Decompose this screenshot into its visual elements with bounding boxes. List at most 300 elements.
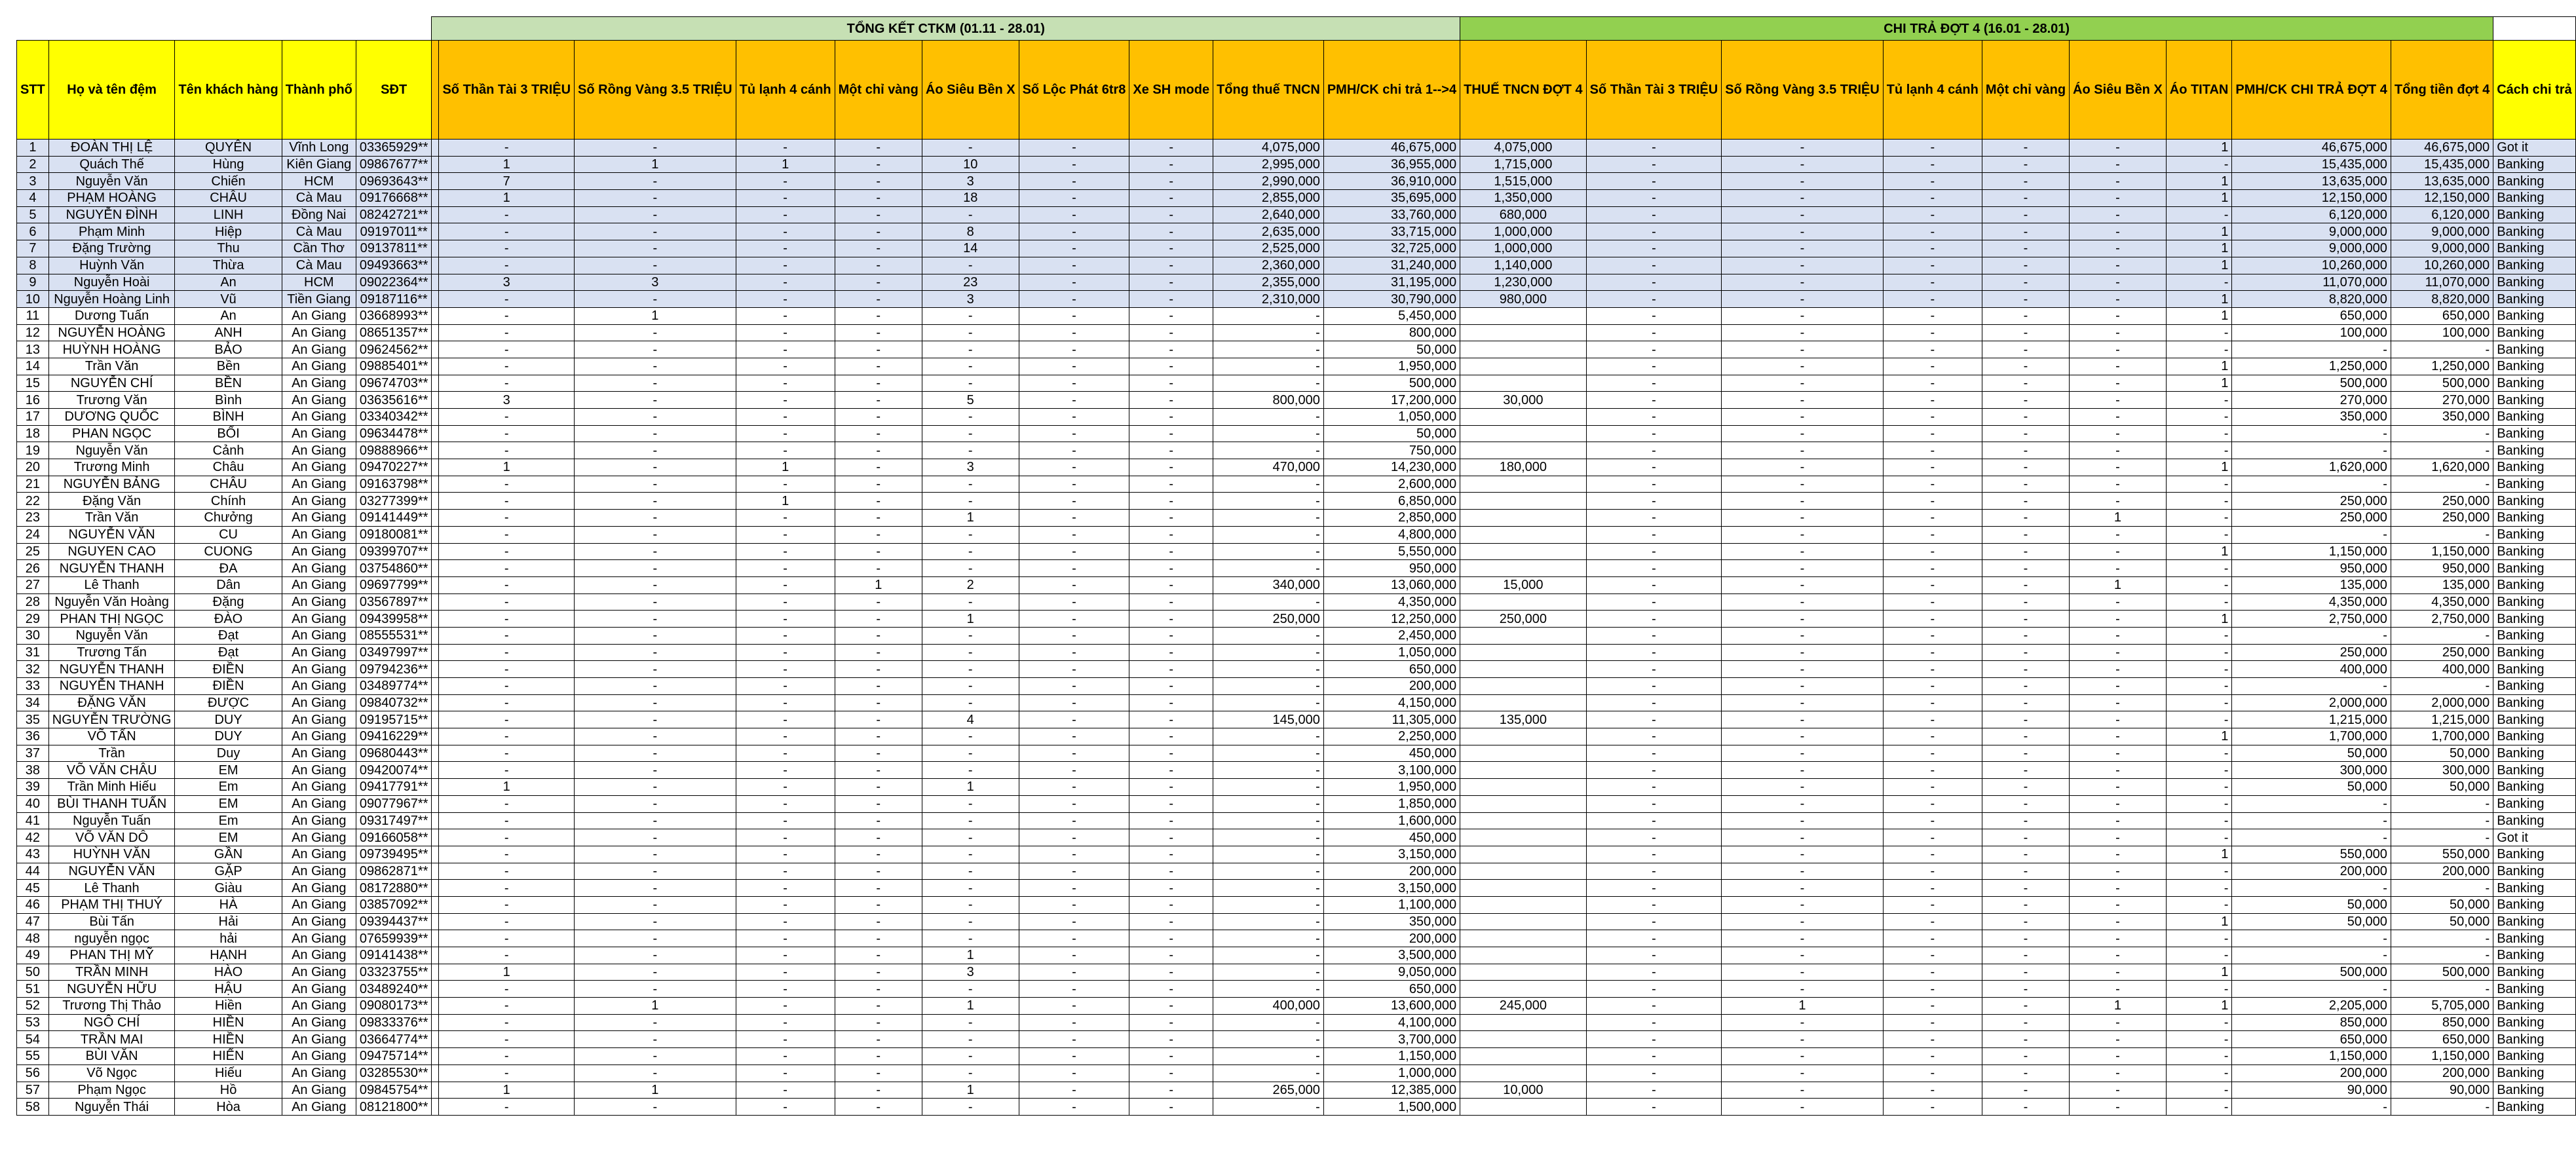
cell-fridge-r4: - [1883,846,1982,863]
cell-gold: - [835,257,922,274]
cell-total-round4: 1,215,000 [2391,711,2493,728]
cell-total-round4: 50,000 [2391,913,2493,930]
cell-customer-name: HẠNH [175,947,282,964]
cell-customer-name: Hiền [175,998,282,1015]
col-header-stt: STT [17,41,49,140]
cell-phone: 09739495** [356,846,432,863]
table-row [17,526,2576,543]
cell-middle-name: Nguyễn Văn Hoàng [48,593,175,611]
cell-phone: 09693643** [356,173,432,190]
cell-payment-method: Banking [2493,1082,2575,1099]
cell-total-tax: 2,855,000 [1213,190,1324,207]
cell-ao-titan: - [2166,644,2232,661]
cell-customer-name: An [175,307,282,324]
cell-ao-sieu-ben: 1 [922,998,1019,1015]
cell-customer-name: EM [175,762,282,779]
cell-than-tai-r4: - [1586,913,1722,930]
cell-gold: - [835,307,922,324]
cell-gold: - [835,173,922,190]
cell-rong-vang-r4: - [1722,593,1884,611]
cell-loc-phat: - [1019,661,1129,678]
cell-payment-method: Banking [2493,291,2575,308]
cell-stt: 55 [17,1048,49,1065]
cell-pmh-total: 5,550,000 [1323,543,1460,560]
cell-fridge: - [736,526,835,543]
cell-pmh-round4: 300,000 [2232,762,2391,779]
cell-city: An Giang [282,678,356,695]
cell-rong-vang-r4: - [1722,307,1884,324]
cell-pmh-total: 32,725,000 [1323,240,1460,257]
table-row [17,459,2576,476]
cell-ao-sieu-ben: - [922,341,1019,358]
cell-total-round4: 6,120,000 [2391,206,2493,223]
cell-than-tai-r4: - [1586,493,1722,510]
cell-xe-sh: - [1129,1099,1213,1116]
cell-total-tax: - [1213,510,1324,527]
cell-total-round4: 650,000 [2391,1031,2493,1048]
cell-pmh-round4: 250,000 [2232,493,2391,510]
cell-fridge: - [736,341,835,358]
cell-fridge: - [736,880,835,897]
cell-tax-round4 [1460,661,1587,678]
cell-city: An Giang [282,392,356,409]
spacer-cell [432,728,439,745]
cell-gold-r4: - [1982,1014,2069,1031]
cell-total-round4: 350,000 [2391,409,2493,426]
cell-fridge: - [736,1099,835,1116]
cell-rong-vang: - [575,206,736,223]
cell-stt: 53 [17,1014,49,1031]
cell-total-tax: - [1213,543,1324,560]
cell-middle-name: Bùi Tấn [48,913,175,930]
cell-than-tai: - [439,425,575,442]
cell-stt: 24 [17,526,49,543]
cell-middle-name: PHAN THỊ NGỌC [48,611,175,628]
cell-stt: 11 [17,307,49,324]
cell-xe-sh: - [1129,812,1213,829]
cell-ao-sieu-ben-r4: - [2070,240,2167,257]
cell-gold: - [835,930,922,947]
cell-fridge: - [736,442,835,459]
cell-than-tai: - [439,762,575,779]
cell-rong-vang: - [575,745,736,762]
cell-city: An Giang [282,1064,356,1082]
cell-ao-sieu-ben-r4: 1 [2070,576,2167,593]
cell-fridge: - [736,998,835,1015]
spacer-cell [432,510,439,527]
cell-city: An Giang [282,476,356,493]
cell-rong-vang-r4: - [1722,1048,1884,1065]
cell-ao-sieu-ben-r4: - [2070,173,2167,190]
cell-city: Cà Mau [282,257,356,274]
cell-phone: 03489240** [356,981,432,998]
cell-stt: 12 [17,324,49,341]
cell-gold-r4: - [1982,307,2069,324]
spacer-cell [432,644,439,661]
cell-phone: 09867677** [356,156,432,173]
cell-phone: 03340342** [356,409,432,426]
cell-fridge-r4: - [1883,140,1982,157]
cell-pmh-round4: 850,000 [2232,1014,2391,1031]
cell-pmh-total: 17,200,000 [1323,392,1460,409]
table-row [17,341,2576,358]
cell-gold: - [835,846,922,863]
cell-gold-r4: - [1982,576,2069,593]
spacer-cell [432,678,439,695]
cell-ao-titan: - [2166,880,2232,897]
col-header-than-tai-r4: Số Thần Tài 3 TRIỆU [1586,41,1722,140]
cell-tax-round4 [1460,930,1587,947]
cell-ao-sieu-ben: 10 [922,156,1019,173]
cell-city: Cà Mau [282,190,356,207]
cell-ao-titan: 1 [2166,375,2232,392]
cell-ao-sieu-ben-r4: - [2070,1014,2167,1031]
cell-loc-phat: - [1019,930,1129,947]
cell-rong-vang-r4: - [1722,358,1884,375]
cell-total-round4: 10,260,000 [2391,257,2493,274]
cell-rong-vang-r4: - [1722,1082,1884,1099]
cell-rong-vang: - [575,812,736,829]
cell-pmh-round4: 500,000 [2232,375,2391,392]
cell-rong-vang-r4: - [1722,409,1884,426]
cell-total-round4: 200,000 [2391,863,2493,880]
cell-city: An Giang [282,964,356,981]
cell-fridge: - [736,812,835,829]
cell-than-tai-r4: - [1586,678,1722,695]
cell-middle-name: PHẠM HOÀNG [48,190,175,207]
cell-stt: 58 [17,1099,49,1116]
cell-pmh-total: 450,000 [1323,745,1460,762]
cell-xe-sh: - [1129,156,1213,173]
cell-than-tai: 3 [439,392,575,409]
cell-pmh-total: 31,240,000 [1323,257,1460,274]
cell-stt: 26 [17,560,49,577]
cell-pmh-total: 46,675,000 [1323,140,1460,157]
table-row [17,762,2576,779]
cell-middle-name: ĐOÀN THỊ LỆ [48,140,175,157]
cell-fridge-r4: - [1883,576,1982,593]
cell-gold-r4: - [1982,291,2069,308]
cell-rong-vang: - [575,930,736,947]
cell-xe-sh: - [1129,1014,1213,1031]
cell-phone: 09888966** [356,442,432,459]
spacer-cell [432,425,439,442]
cell-than-tai: 1 [439,1082,575,1099]
cell-than-tai: - [439,375,575,392]
table-row [17,291,2576,308]
cell-city: An Giang [282,560,356,577]
cell-phone: 03489774** [356,678,432,695]
cell-stt: 15 [17,375,49,392]
cell-fridge-r4: - [1883,493,1982,510]
cell-rong-vang-r4: - [1722,543,1884,560]
cell-payment-method: Banking [2493,526,2575,543]
cell-phone: 09845754** [356,1082,432,1099]
cell-ao-sieu-ben-r4: - [2070,1064,2167,1082]
cell-total-tax: - [1213,560,1324,577]
cell-gold-r4: - [1982,711,2069,728]
cell-than-tai: - [439,896,575,913]
cell-fridge-r4: - [1883,1064,1982,1082]
cell-middle-name: HUỲNH VĂN [48,846,175,863]
cell-middle-name: Trần Minh Hiếu [48,779,175,796]
cell-tax-round4 [1460,593,1587,611]
cell-ao-titan: - [2166,711,2232,728]
cell-stt: 22 [17,493,49,510]
table-row [17,829,2576,846]
cell-ao-sieu-ben-r4: - [2070,526,2167,543]
cell-phone: 03857092** [356,896,432,913]
cell-rong-vang-r4: - [1722,324,1884,341]
cell-customer-name: HIỀN [175,1014,282,1031]
cell-total-round4: 100,000 [2391,324,2493,341]
cell-phone: 09195715** [356,711,432,728]
cell-stt: 43 [17,846,49,863]
cell-total-tax: 800,000 [1213,392,1324,409]
cell-than-tai-r4: - [1586,1048,1722,1065]
cell-pmh-total: 1,950,000 [1323,779,1460,796]
cell-middle-name: NGUYỄN ĐÌNH [48,206,175,223]
cell-loc-phat: - [1019,324,1129,341]
cell-gold: - [835,728,922,745]
cell-gold-r4: - [1982,611,2069,628]
cell-fridge: - [736,560,835,577]
cell-than-tai: - [439,611,575,628]
cell-middle-name: Lê Thanh [48,880,175,897]
cell-loc-phat: - [1019,409,1129,426]
cell-ao-sieu-ben: 14 [922,240,1019,257]
cell-ao-sieu-ben-r4: - [2070,1099,2167,1116]
cell-than-tai: - [439,476,575,493]
cell-tax-round4 [1460,510,1587,527]
table-row [17,476,2576,493]
cell-total-tax: - [1213,409,1324,426]
col-header-ao-sieu-ben: Áo Siêu Bền X [922,41,1019,140]
cell-rong-vang: - [575,1048,736,1065]
cell-tax-round4 [1460,324,1587,341]
cell-ao-sieu-ben: 3 [922,964,1019,981]
cell-pmh-round4: 500,000 [2232,964,2391,981]
cell-rong-vang-r4: - [1722,863,1884,880]
cell-gold: - [835,140,922,157]
cell-gold: - [835,947,922,964]
cell-total-tax: - [1213,493,1324,510]
cell-gold-r4: - [1982,661,2069,678]
cell-total-tax: 340,000 [1213,576,1324,593]
cell-than-tai: - [439,644,575,661]
cell-customer-name: GẦN [175,846,282,863]
cell-than-tai: - [439,1014,575,1031]
cell-fridge-r4: - [1883,930,1982,947]
cell-total-tax: - [1213,913,1324,930]
cell-rong-vang: - [575,543,736,560]
cell-city: Cần Thơ [282,240,356,257]
table-row [17,795,2576,812]
cell-total-tax: 145,000 [1213,711,1324,728]
cell-rong-vang: 1 [575,156,736,173]
cell-fridge: - [736,307,835,324]
cell-rong-vang: - [575,863,736,880]
cell-than-tai: - [439,694,575,711]
cell-rong-vang-r4: - [1722,510,1884,527]
cell-total-round4: 200,000 [2391,1064,2493,1082]
cell-xe-sh: - [1129,711,1213,728]
cell-ao-titan: - [2166,576,2232,593]
cell-customer-name: DUY [175,728,282,745]
cell-ao-sieu-ben-r4: - [2070,274,2167,291]
cell-pmh-round4: 100,000 [2232,324,2391,341]
group-header-summary: TỔNG KẾT CTKM (01.11 - 28.01) [432,17,1460,41]
cell-fridge: - [736,358,835,375]
cell-loc-phat: - [1019,526,1129,543]
cell-loc-phat: - [1019,1031,1129,1048]
cell-stt: 21 [17,476,49,493]
band-blank-cell [17,17,432,41]
cell-gold: - [835,459,922,476]
cell-rong-vang-r4: - [1722,947,1884,964]
cell-ao-titan: - [2166,1014,2232,1031]
cell-total-tax: - [1213,341,1324,358]
cell-fridge: - [736,190,835,207]
cell-tax-round4 [1460,896,1587,913]
cell-total-round4: 1,620,000 [2391,459,2493,476]
cell-fridge-r4: - [1883,644,1982,661]
cell-rong-vang-r4: - [1722,795,1884,812]
cell-ao-sieu-ben-r4: - [2070,812,2167,829]
cell-phone: 09317497** [356,812,432,829]
cell-gold: - [835,896,922,913]
cell-xe-sh: - [1129,1064,1213,1082]
spacer-cell [432,493,439,510]
cell-ao-sieu-ben-r4: - [2070,409,2167,426]
cell-city: An Giang [282,307,356,324]
table-row [17,930,2576,947]
cell-loc-phat: - [1019,728,1129,745]
cell-ao-sieu-ben: 1 [922,510,1019,527]
cell-fridge-r4: - [1883,442,1982,459]
cell-than-tai-r4: - [1586,341,1722,358]
cell-than-tai: - [439,543,575,560]
cell-gold-r4: - [1982,1031,2069,1048]
column-header-row [17,41,2576,140]
cell-tax-round4 [1460,442,1587,459]
cell-total-round4: 500,000 [2391,964,2493,981]
spacer-cell [432,392,439,409]
table-row [17,409,2576,426]
cell-ao-sieu-ben: - [922,526,1019,543]
cell-than-tai: - [439,981,575,998]
cell-ao-sieu-ben-r4: - [2070,543,2167,560]
cell-xe-sh: - [1129,140,1213,157]
cell-ao-sieu-ben: 5 [922,392,1019,409]
cell-rong-vang: - [575,846,736,863]
cell-payment-method: Banking [2493,510,2575,527]
cell-loc-phat: - [1019,829,1129,846]
table-row [17,611,2576,628]
cell-loc-phat: - [1019,880,1129,897]
cell-fridge: - [736,510,835,527]
cell-rong-vang: - [575,1064,736,1082]
table-row [17,1064,2576,1082]
cell-customer-name: HÀO [175,964,282,981]
cell-gold-r4: - [1982,1082,2069,1099]
cell-stt: 4 [17,190,49,207]
cell-pmh-round4: 46,675,000 [2232,140,2391,157]
cell-ao-sieu-ben-r4: - [2070,459,2167,476]
cell-gold-r4: - [1982,274,2069,291]
cell-fridge: - [736,375,835,392]
table-row [17,728,2576,745]
cell-than-tai-r4: - [1586,1031,1722,1048]
cell-customer-name: Hiệp [175,223,282,240]
cell-than-tai-r4: - [1586,1082,1722,1099]
cell-middle-name: PHẠM THỊ THUÝ [48,896,175,913]
table-row [17,425,2576,442]
cell-loc-phat: - [1019,593,1129,611]
cell-city: An Giang [282,863,356,880]
cell-customer-name: BỐI [175,425,282,442]
cell-fridge: - [736,240,835,257]
cell-payment-method: Banking [2493,644,2575,661]
cell-gold-r4: - [1982,863,2069,880]
cell-payment-method: Banking [2493,846,2575,863]
cell-ao-sieu-ben-r4: - [2070,1048,2167,1065]
cell-pmh-round4: 50,000 [2232,913,2391,930]
spacer-cell [432,829,439,846]
cell-ao-titan: 1 [2166,140,2232,157]
cell-ao-sieu-ben-r4: - [2070,1031,2167,1048]
cell-than-tai: - [439,409,575,426]
cell-fridge-r4: - [1883,880,1982,897]
cell-stt: 37 [17,745,49,762]
cell-gold-r4: - [1982,526,2069,543]
cell-pmh-total: 650,000 [1323,981,1460,998]
cell-pmh-total: 12,250,000 [1323,611,1460,628]
cell-customer-name: ĐIỀN [175,678,282,695]
cell-ao-sieu-ben: - [922,206,1019,223]
cell-total-round4: - [2391,981,2493,998]
cell-xe-sh: - [1129,863,1213,880]
cell-city: An Giang [282,358,356,375]
cell-ao-titan: 1 [2166,257,2232,274]
band-end-cell [2493,17,2575,41]
cell-ao-sieu-ben: 8 [922,223,1019,240]
cell-ao-titan: - [2166,678,2232,695]
cell-fridge-r4: - [1883,795,1982,812]
cell-pmh-round4: 1,215,000 [2232,711,2391,728]
spacer-cell [432,694,439,711]
cell-tax-round4: 980,000 [1460,291,1587,308]
cell-ao-titan: - [2166,863,2232,880]
cell-total-tax: - [1213,476,1324,493]
cell-loc-phat: - [1019,981,1129,998]
cell-tax-round4 [1460,409,1587,426]
cell-total-round4: 11,070,000 [2391,274,2493,291]
cell-pmh-round4: 2,205,000 [2232,998,2391,1015]
cell-xe-sh: - [1129,543,1213,560]
cell-total-round4: 135,000 [2391,576,2493,593]
cell-fridge-r4: - [1883,678,1982,695]
cell-customer-name: Hồ [175,1082,282,1099]
cell-city: An Giang [282,947,356,964]
cell-fridge-r4: - [1883,829,1982,846]
cell-rong-vang-r4: - [1722,375,1884,392]
spacer-cell [432,1048,439,1065]
cell-pmh-total: 33,760,000 [1323,206,1460,223]
spacer-cell [432,476,439,493]
cell-total-tax: - [1213,829,1324,846]
cell-pmh-total: 2,450,000 [1323,627,1460,644]
